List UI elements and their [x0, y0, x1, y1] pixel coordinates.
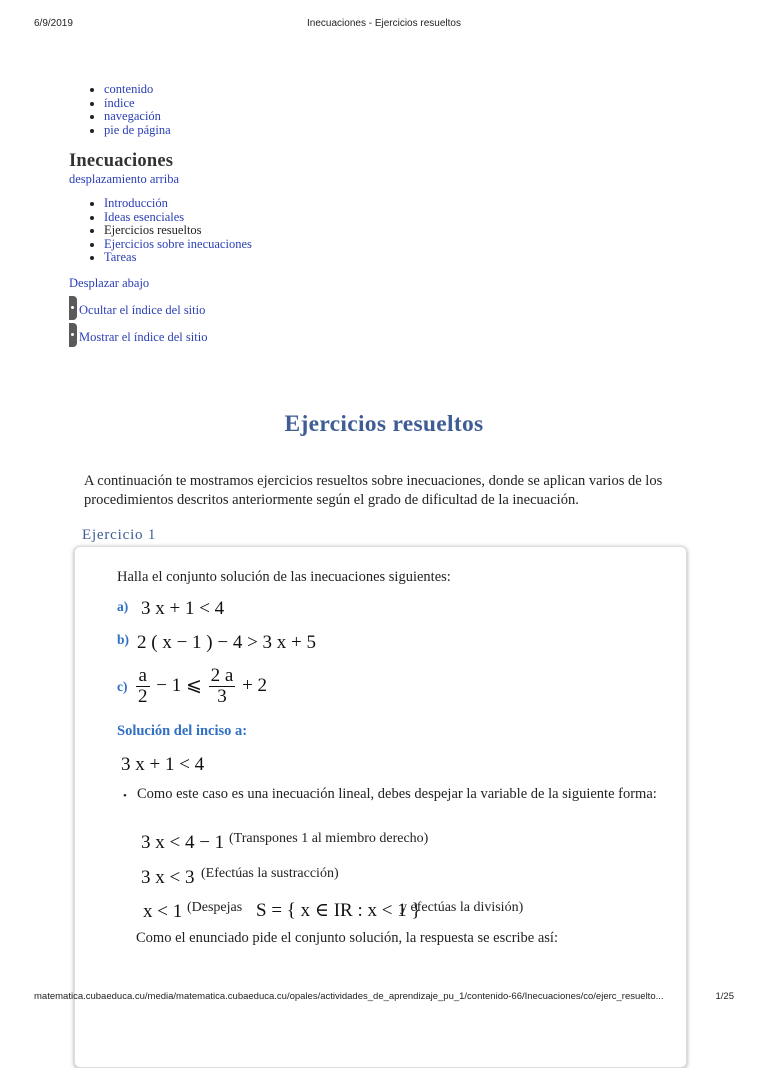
solution-set: S = { x ∈ IR : x < 1 } [256, 900, 421, 921]
item-label-b: b) [117, 632, 130, 647]
skip-links [90, 83, 171, 137]
nav-item-ejercicios-resueltos: • Ejercicios resueltos [104, 224, 252, 238]
scroll-down-link[interactable]: Desplazar abajo [69, 276, 150, 290]
exercise-heading: Ejercicio 1 [82, 527, 157, 543]
print-page-number: 1/25 [715, 991, 734, 1002]
bullet-icon: • [123, 790, 127, 802]
nav-item-tareas[interactable]: • Tareas [104, 251, 252, 265]
step-3-expression: x < 1 [143, 901, 183, 922]
print-footer [0, 991, 768, 1005]
step-2-expression: 3 x < 3 [141, 867, 195, 888]
inequality-a: 3 x + 1 < 4 [141, 598, 225, 619]
step-3-note: (Despejas [187, 900, 243, 915]
hide-index-label[interactable]: Ocultar el índice del sitio [79, 303, 206, 317]
nav-item-introduccion[interactable]: • Introducción [104, 197, 252, 211]
nav-item-ejercicios-sobre[interactable]: • Ejercicios sobre inecuaciones [104, 238, 252, 252]
toggle-tab-icon [69, 296, 77, 320]
fraction: $\frac{2 a}{3}$ [210, 665, 234, 707]
final-text: Como el enunciado pide el conjunto solución, la respuesta se escribe así: [136, 930, 558, 946]
site-title: Inecuaciones [69, 151, 174, 171]
solution-expression: 3 x + 1 < 4 [121, 754, 205, 775]
intro-paragraph: A continuación te mostramos ejercicios resueltos sobre inecuaciones, donde se aplican varios de los procedimientos descritos anteriormente según el grado de dificultad de la inecuación. [84, 473, 663, 508]
print-title: Inecuaciones - Ejercicios resueltos [307, 18, 461, 29]
skip-link-index[interactable]: • índice [104, 97, 171, 111]
item-label-c: c) [117, 679, 128, 694]
print-header [0, 18, 768, 32]
show-index-label[interactable]: Mostrar el índice del sitio [79, 330, 208, 344]
skip-link-content[interactable]: • contenido [104, 83, 171, 97]
page-title: Ejercicios resueltos [284, 411, 484, 437]
inequality-c: $\frac{a}{2}$ − 1 ⩽ $\frac{2 a}{3}$ + 2 [138, 665, 268, 707]
print-date: 6/9/2019 [34, 18, 73, 29]
toggle-tab-icon [69, 323, 77, 347]
nav-item-ideas[interactable]: • Ideas esenciales [104, 211, 252, 225]
scroll-up-link[interactable]: desplazamiento arriba [69, 172, 180, 186]
print-url: matematica.cubaeduca.cu/media/matematica.cubaeduca.cu/opales/actividades_de_aprendizaje_pu_1/contenido-66/Inecuaciones/co/ejerc_resuelto... [34, 991, 664, 1002]
section-nav [90, 197, 252, 265]
exercise-prompt: Halla el conjunto solución de las inecuaciones siguientes: [117, 569, 451, 585]
inequality-b: 2 ( x − 1 ) − 4 > 3 x + 5 [137, 632, 317, 653]
step-1-note: (Transpones 1 al miembro derecho) [229, 831, 429, 846]
exercise-box [74, 546, 687, 1068]
fraction: $\frac{a}{2}$ [138, 665, 148, 707]
skip-link-navigation[interactable]: • navegación [104, 110, 171, 124]
step-2-note: (Efectúas la sustracción) [201, 866, 339, 881]
skip-link-footer[interactable]: • pie de página [104, 124, 171, 138]
step-3-tail: y efectúas la división) [400, 900, 524, 915]
item-label-a: a) [117, 599, 129, 614]
step-1-expression: 3 x < 4 − 1 [141, 832, 225, 853]
solution-heading: Solución del inciso a: [117, 723, 248, 739]
